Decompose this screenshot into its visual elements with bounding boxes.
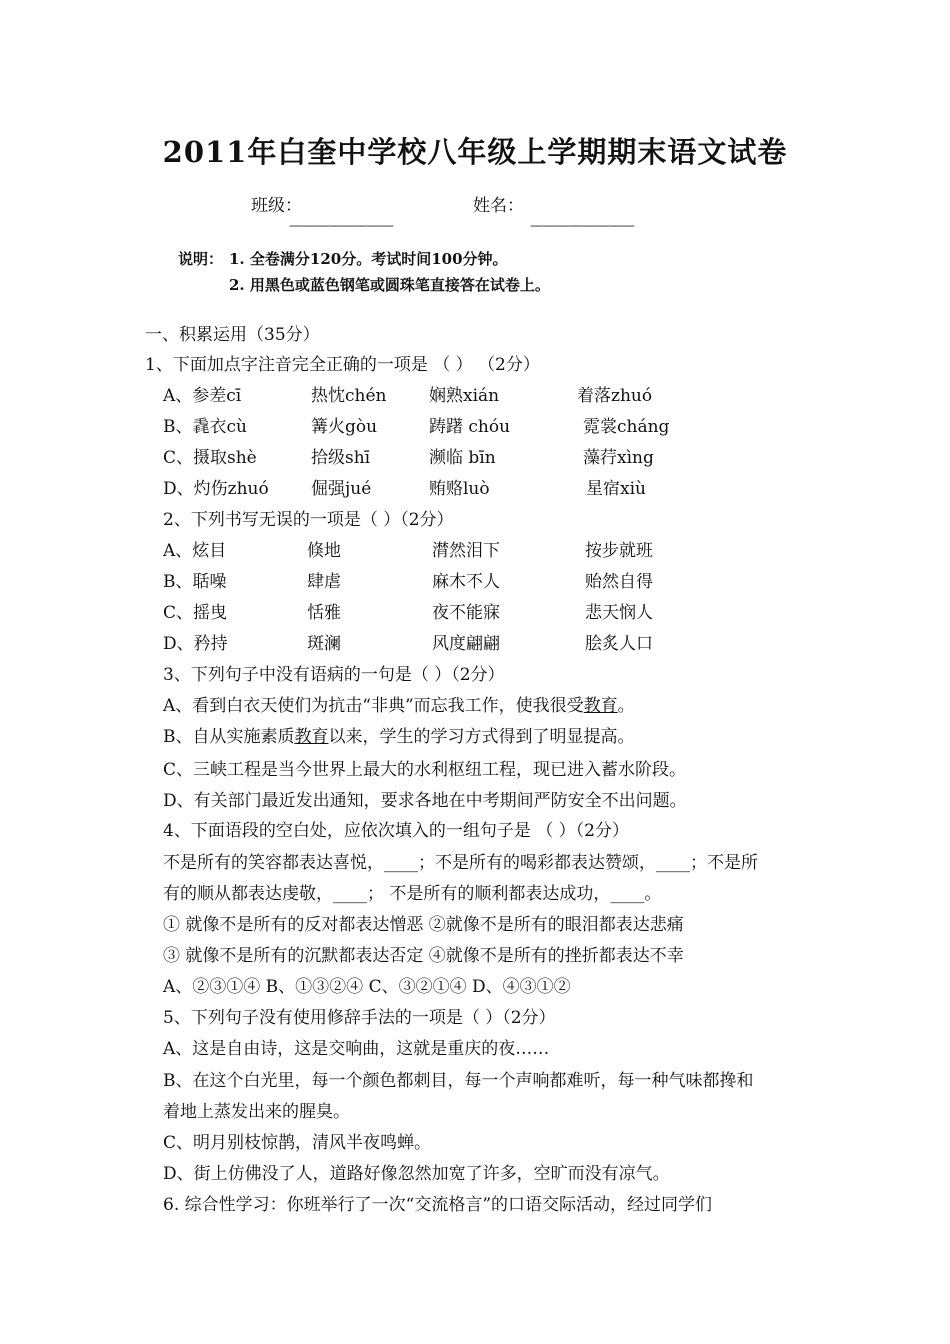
question-4-stem: 4、下面语段的空白处，应依次填入的一组句子是 （ ）（2分）: [163, 821, 629, 841]
option-cell: 斑澜: [307, 634, 341, 654]
underlined-word: 教育: [294, 727, 329, 747]
option-cell: 贿赂luò: [429, 479, 490, 499]
question-3-stem: 3、下列句子中没有语病的一句是（ ）（2分）: [163, 665, 505, 685]
option-cell: 倔强jué: [311, 479, 372, 499]
question-4-passage-line-1: 不是所有的笑容都表达喜悦，____；不是所有的喝彩都表达赞颂，____；不是所: [163, 853, 758, 873]
option-cell: D、灼伤zhuó: [163, 479, 269, 499]
option-cell: C、摇曳: [163, 603, 228, 623]
question-5-stem: 5、下列句子没有使用修辞手法的一项是（ ）（2分）: [163, 1008, 556, 1028]
option-text: 以来，学生的学习方式得到了明显提高。: [328, 727, 635, 747]
class-label: 班级：: [251, 196, 302, 216]
option-cell: D、矜持: [163, 634, 228, 654]
instruction-item-1: 1. 全卷满分120分。考试时间100分钟。: [229, 250, 508, 268]
option-cell: 按步就班: [585, 541, 653, 561]
question-3-option-b: [163, 722, 635, 747]
option-cell: 热忱chén: [311, 386, 387, 406]
question-4-sentences-2: ③ 就像不是所有的沉默都表达否定 ④就像不是所有的挫折都表达不幸: [163, 946, 684, 966]
option-text: B、自从实施素质: [163, 727, 295, 747]
question-5-option-a: A、这是自由诗，这是交响曲，这就是重庆的夜……: [163, 1039, 550, 1059]
question-6-stem: 6. 综合性学习：你班举行了一次“交流格言”的口语交际活动，经过同学们: [163, 1195, 713, 1215]
question-4-choices: A、②③①④ B、①③②④ C、③②①④ D、④③①②: [163, 977, 571, 997]
underlined-word: 教育: [583, 696, 618, 716]
option-cell: 拾级shī: [311, 448, 371, 468]
question-5-option-d: D、街上仿佛没了人，道路好像忽然加宽了许多，空旷而没有凉气。: [163, 1164, 670, 1184]
option-cell: B、聒噪: [163, 572, 227, 592]
option-cell: 藻荇xìng: [583, 448, 654, 468]
option-cell: 风度翩翩: [432, 634, 500, 654]
instruction-item-2: 2. 用黑色或蓝色钢笔或圆珠笔直接答在试卷上。: [229, 276, 550, 294]
section-heading: 一、积累运用（35分）: [145, 325, 320, 345]
option-cell: 肆虐: [307, 572, 341, 592]
option-cell: 贻然自得: [585, 572, 653, 592]
option-cell: 夜不能寐: [432, 603, 500, 623]
option-cell: 倏地: [307, 541, 341, 561]
option-cell: B、毳衣cù: [163, 417, 247, 437]
option-cell: A、炫目: [163, 541, 227, 561]
question-4-sentences-1: ① 就像不是所有的反对都表达憎恶 ②就像不是所有的眼泪都表达悲痛: [163, 915, 684, 935]
question-4-passage-line-2: 有的顺从都表达虔敬，____； 不是所有的顺利都表达成功，____。: [163, 884, 662, 904]
name-blank: ————————: [530, 218, 634, 234]
option-cell: C、摄取shè: [163, 448, 257, 468]
option-cell: 星宿xiù: [586, 479, 646, 499]
option-cell: 踌躇 chóu: [429, 417, 511, 437]
page-title: 2011年白奎中学校八年级上学期期末语文试卷: [162, 135, 788, 169]
question-2-stem: 2、下列书写无误的一项是（ ）（2分）: [163, 510, 454, 530]
option-cell: 麻木不人: [432, 572, 500, 592]
question-3-option-a: [163, 691, 635, 716]
option-cell: 悲天悯人: [585, 603, 653, 623]
question-3-option-c: C、三峡工程是当今世界上最大的水利枢纽工程，现已进入蓄水阶段。: [163, 760, 687, 780]
option-cell: 霓裳cháng: [583, 417, 670, 437]
question-5-option-c: C、明月别枝惊鹊，清风半夜鸣蝉。: [163, 1133, 432, 1153]
option-cell: 篝火gòu: [311, 417, 378, 437]
option-text: A、看到白衣天使们为抗击“非典”而忘我工作，使我很受: [163, 696, 584, 716]
option-cell: 潸然泪下: [432, 541, 500, 561]
option-cell: A、参差cī: [163, 386, 242, 406]
option-text: 。: [617, 696, 635, 716]
class-blank: ————————: [289, 218, 393, 234]
question-3-option-d: D、有关部门最近发出通知，要求各地在中考期间严防安全不出问题。: [163, 791, 687, 811]
question-5-option-b-line-2: 着地上蒸发出来的腥臭。: [163, 1102, 350, 1122]
option-cell: 恬雅: [307, 603, 341, 623]
option-cell: 着落zhuó: [577, 386, 653, 406]
option-cell: 脍炙人口: [585, 634, 653, 654]
question-1-stem: 1、下面加点字注音完全正确的一项是 （ ） （2分）: [145, 355, 540, 375]
option-cell: 娴熟xián: [429, 386, 500, 406]
name-label: 姓名：: [473, 196, 524, 216]
question-5-option-b-line-1: B、在这个白光里，每一个颜色都刺目，每一个声响都难听，每一种气味都搀和: [163, 1071, 754, 1091]
option-cell: 濒临 bīn: [429, 448, 496, 468]
instructions-label: 说明：: [178, 250, 224, 268]
